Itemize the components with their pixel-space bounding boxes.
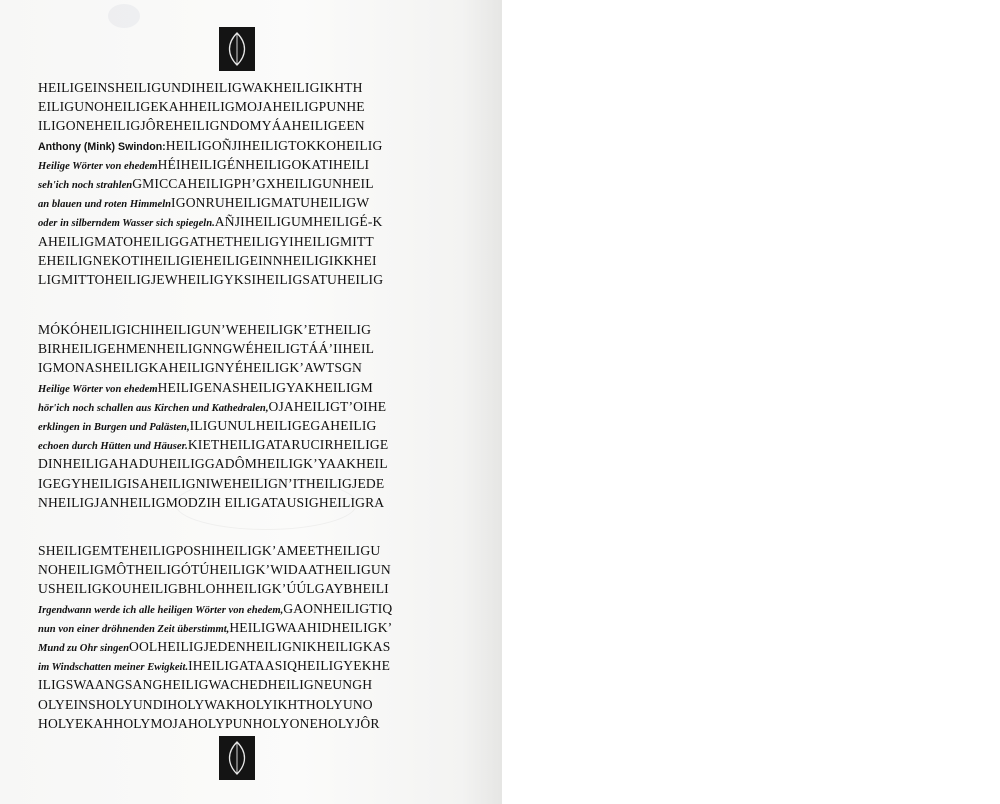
text-line bbox=[38, 675, 478, 694]
text-line bbox=[38, 155, 478, 174]
text-line bbox=[38, 270, 478, 289]
text-line bbox=[38, 174, 478, 193]
stanza-1 bbox=[38, 78, 478, 289]
text-line bbox=[38, 656, 478, 675]
line-text: IGMONASHEILIGKAHEILIGNYÉHEILIGK’AWTSGN bbox=[38, 360, 362, 376]
text-line bbox=[38, 695, 478, 714]
line-text: HEILIGENASHEILIGYAKHEILIGM bbox=[157, 379, 373, 395]
text-line bbox=[38, 193, 478, 212]
bleed-through-mark bbox=[108, 4, 140, 28]
line-text: AÑJIHEILIGUMHEILIGÉ-K bbox=[214, 214, 383, 230]
text-line bbox=[38, 97, 478, 116]
line-text: ILIGSWAANGSANGHEILIGWACHEDHEILIGNEUNGH bbox=[38, 677, 373, 693]
text-line bbox=[38, 339, 478, 358]
line-text: HOLYEKAHHOLYMOJAHOLYPUNHOLYONEHOLYJÔR bbox=[38, 715, 380, 731]
annotation: erklingen in Burgen und Palästen, bbox=[38, 421, 190, 433]
line-text: EHEILIGNEKOTIHEILIGIEHEILIGEINNHEILIGIKKHEI bbox=[38, 252, 377, 268]
text-line bbox=[38, 541, 478, 560]
line-text: DINHEILIGAHADUHEILIGGADÔMHEILIGK’YAAKHEIL bbox=[38, 456, 388, 472]
text-line bbox=[38, 474, 478, 493]
line-text: AHEILIGMATOHEILIGGATHETHEILIGYIHEILIGMITT bbox=[38, 233, 374, 249]
line-text: USHEILIGKOUHEILIGBHLOHHEILIGK’ÚÚLGAYBHEILI bbox=[38, 581, 389, 597]
text-line bbox=[38, 579, 478, 598]
annotation: hör'ich noch schallen aus Kirchen und Kathedralen, bbox=[38, 402, 269, 414]
line-text: SHEILIGEMTEHEILIGPOSHIHEILIGK’AMEETHEILIGU bbox=[38, 543, 381, 558]
line-text: IGONRUHEILIGMATUHEILIGW bbox=[171, 195, 370, 211]
line-text: IHEILIGATAASIQHEILIGYEKHE bbox=[188, 658, 391, 674]
leaf-ornament-icon bbox=[219, 736, 255, 780]
line-text: NOHEILIGMÔTHEILIGÓTÚHEILIGK’WIDAATHEILIGUN bbox=[38, 562, 391, 578]
text-line bbox=[38, 599, 478, 618]
text-line bbox=[38, 560, 478, 579]
annotation: seh'ich noch strahlen bbox=[38, 179, 133, 191]
line-text: BIRHEILIGEHMENHEILIGNNGWÉHEILIGTÁÁ’IIHEIL bbox=[38, 341, 375, 357]
line-text: LIGMITTOHEILIGJEWHEILIGYKSIHEILIGSATUHEILIG bbox=[38, 271, 384, 287]
text-line bbox=[38, 714, 478, 733]
line-text: OJAHEILIGT’OIHE bbox=[268, 398, 387, 414]
text-line bbox=[38, 435, 478, 454]
annotation: Mund zu Ohr singen bbox=[38, 642, 129, 654]
line-text: GAONHEILIGTIQ bbox=[283, 600, 393, 616]
line-text: GMICCAHEILIGPH’GXHEILIGUNHEIL bbox=[132, 175, 374, 191]
annotation: Irgendwann werde ich alle heiligen Wörter von ehedem, bbox=[38, 604, 284, 616]
line-text: HEILIGEINSHEILIGUNDIHEILIGWAKHEILIGIKHTH bbox=[38, 80, 363, 95]
line-text: ILIGONEHEILIGJÔREHEILIGNDOMYÁAHEILIGEEN bbox=[38, 118, 365, 134]
leaf-ornament-icon bbox=[219, 27, 255, 71]
annotation: Heilige Wörter von ehedem bbox=[38, 383, 158, 395]
line-text: MÓKÓHEILIGICHIHEILIGUN’WEHEILIGK’ETHEILIG bbox=[38, 322, 372, 337]
line-text: KIETHEILIGATARUCIRHEILIGE bbox=[187, 437, 389, 453]
text-line bbox=[38, 358, 478, 377]
author-name: Anthony (Mink) Swindon: bbox=[38, 140, 166, 153]
annotation: an blauen und roten Himmeln bbox=[38, 199, 172, 211]
text-line bbox=[38, 378, 478, 397]
line-text: HEILIGOÑJIHEILIGTOKKOHEILIG bbox=[165, 137, 383, 153]
text-line bbox=[38, 232, 478, 251]
line-text: ILIGUNULHEILIGEGAHEILIG bbox=[189, 417, 377, 433]
stanza-3 bbox=[38, 541, 478, 733]
text-line bbox=[38, 320, 478, 339]
text-line bbox=[38, 637, 478, 656]
line-text: OLYEINSHOLYUNDIHOLYWAKHOLYIKHTHOLYUNO bbox=[38, 696, 373, 712]
text-line bbox=[38, 212, 478, 231]
annotation: echoen durch Hütten und Häuser. bbox=[38, 441, 188, 453]
annotation: Heilige Wörter von ehedem bbox=[38, 160, 158, 172]
line-text: HEILIGWAAHIDHEILIGK’ bbox=[229, 619, 393, 635]
line-text: NHEILIGJANHEILIGMODZIH EILIGATAUSIGHEILIGRA bbox=[38, 494, 385, 510]
text-line bbox=[38, 416, 478, 435]
annotation: nun von einer dröhnenden Zeit überstimmt, bbox=[38, 623, 230, 635]
text-line bbox=[38, 454, 478, 473]
annotation: oder in silberndem Wasser sich spiegeln. bbox=[38, 218, 215, 230]
line-text: EILIGUNOHEILIGEKAHHEILIGMOJAHEILIGPUNHE bbox=[38, 99, 365, 115]
line-text: OOLHEILIGJEDENHEILIGNIKHEILIGKAS bbox=[128, 638, 391, 654]
line-text: HÉIHEILIGÉNHEILIGOKATIHEILI bbox=[157, 156, 370, 172]
text-line bbox=[38, 136, 478, 155]
text-line bbox=[38, 397, 478, 416]
text-line bbox=[38, 116, 478, 135]
annotation: im Windschatten meiner Ewigkeit. bbox=[38, 662, 189, 674]
text-line bbox=[38, 493, 478, 512]
text-line bbox=[38, 251, 478, 270]
stanza-2 bbox=[38, 320, 478, 512]
text-line bbox=[38, 618, 478, 637]
text-line bbox=[38, 78, 478, 97]
line-text: IGEGYHEILIGISAHEILIGNIWEHEILIGN’ITHEILIGJEDE bbox=[38, 475, 385, 491]
